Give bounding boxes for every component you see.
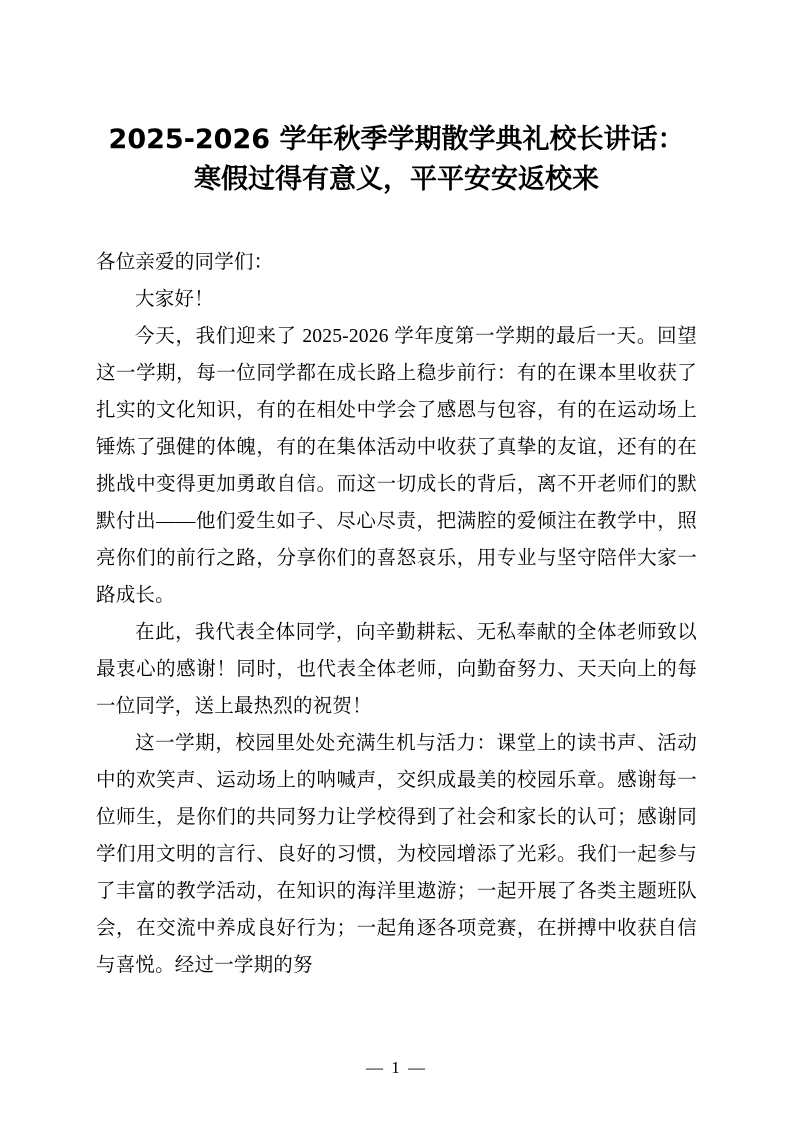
paragraph-body-1: 今天，我们迎来了 2025-2026 学年度第一学期的最后一天。回望这一学期，每一位同学都在成长路上稳步前行：有的在课本里收获了扎实的文化知识，有的在相处中学会了感恩与包容，有的在运动场上锤炼了强健的体魄，有的在集体活动中收获了真挚的友谊，还有的在挑战中变得更加勇敢自信。而这一切成长的背后，离不开老师们的默默付出——他们爱生如子、尽心尽责，把满腔的爱倾注在教学中，照亮你们的前行之路，分享你们的喜怒哀乐，用专业与坚守陪伴大家一路成长。 (96, 326, 697, 606)
paragraph-body-2: 在此，我代表全体同学，向辛勤耕耘、无私奉献的全体老师致以最衷心的感谢！同时，也代表全体老师，向勤奋努力、天天向上的每一位同学，送上最热烈的祝贺！ (96, 622, 697, 717)
paragraph-body-3: 这一学期，校园里处处充满生机与活力：课堂上的读书声、活动中的欢笑声、运动场上的呐喊声，交织成最美的校园乐章。感谢每一位师生，是你们的共同努力让学校得到了社会和家长的认可；感谢同学们用文明的言行、良好的习惯，为校园增添了光彩。我们一起参与了丰富的教学活动，在知识的海洋里遨游；一起开展了各类主题班队会，在交流中养成良好行为；一起角逐各项竞赛，在拼搏中收获自信与喜悦。经过一学期的努 (96, 733, 697, 976)
paragraph-greeting: 大家好！ (135, 289, 214, 310)
page-footer: — 1 — (366, 1058, 427, 1077)
paragraph-salutation: 各位亲爱的同学们： (96, 252, 274, 273)
page-title: 2025-2026 学年秋季学期散学典礼校长讲话：寒假过得有意义，平平安安返校来 (108, 124, 685, 195)
